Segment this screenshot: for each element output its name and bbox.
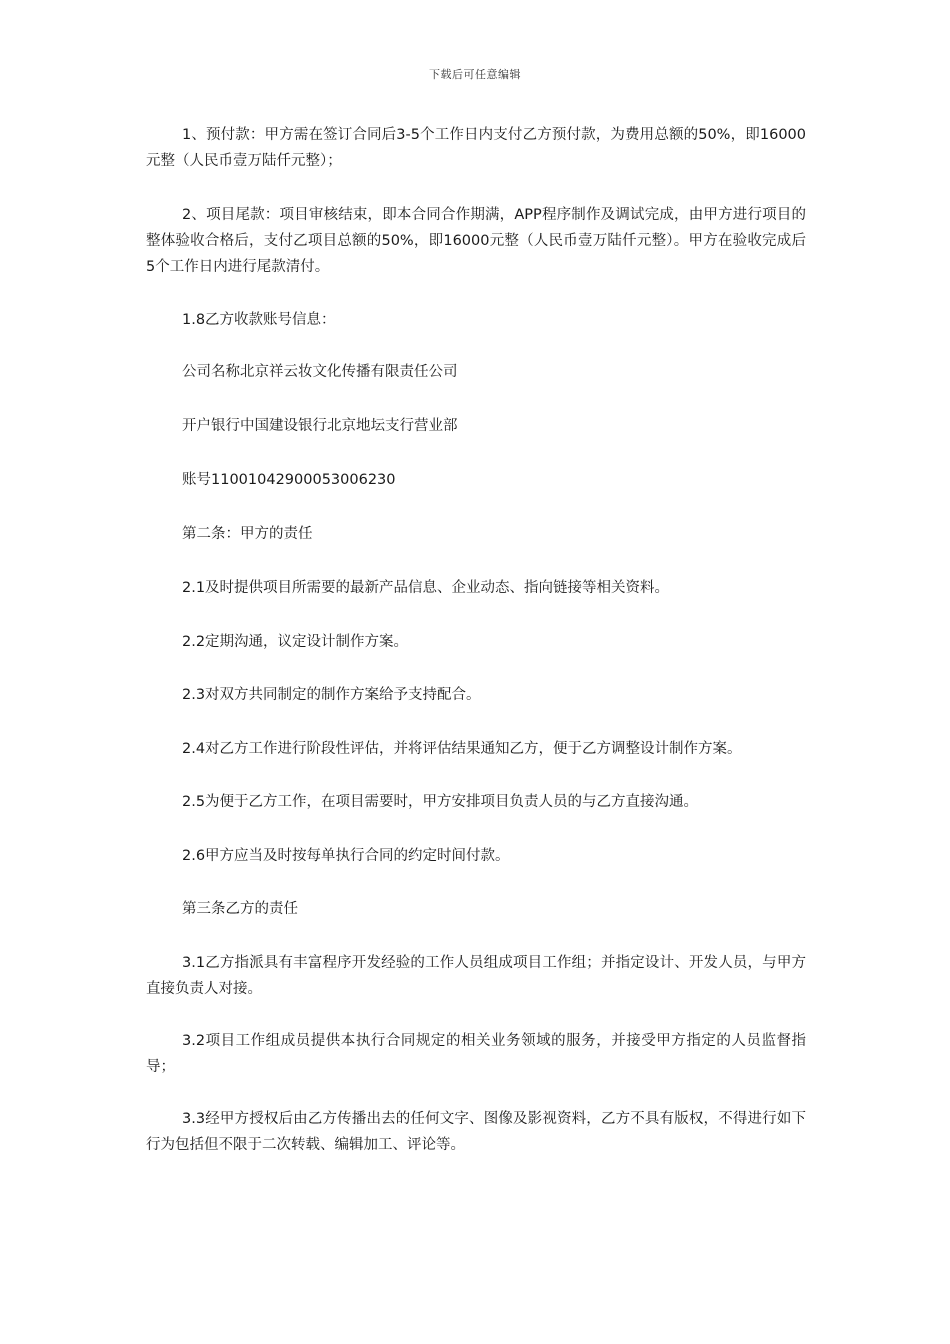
paragraph-account-number: 账号11001042900053006230	[182, 472, 396, 488]
paragraph-3-1: 3.1乙方指派具有丰富程序开发经验的工作人员组成项目工作组；并指定设计、开发人员，与甲方直接负责人对接。	[146, 955, 806, 997]
paragraph-2-6: 2.6甲方应当及时按每单执行合同的约定时间付款。	[182, 848, 510, 864]
paragraph-2-3: 2.3对双方共同制定的制作方案给予支持配合。	[182, 687, 481, 703]
paragraph-2-1: 2.1及时提供项目所需要的最新产品信息、企业动态、指向链接等相关资料。	[182, 580, 670, 596]
section-title-party-a: 第二条：甲方的责任	[182, 526, 313, 542]
paragraph-company-name: 公司名称北京祥云妆文化传播有限责任公司	[182, 364, 458, 380]
paragraph-3-3: 3.3经甲方授权后由乙方传播出去的任何文字、图像及影视资料，乙方不具有版权，不得进行如下行为包括但不限于二次转载、编辑加工、评论等。	[146, 1111, 806, 1153]
paragraph-bank-name: 开户银行中国建设银行北京地坛支行营业部	[182, 418, 458, 434]
paragraph-2-4: 2.4对乙方工作进行阶段性评估，并将评估结果通知乙方，便于乙方调整设计制作方案。	[182, 741, 742, 757]
page-header: 下载后可任意编辑	[429, 68, 521, 81]
paragraph-2-5: 2.5为便于乙方工作，在项目需要时，甲方安排项目负责人员的与乙方直接沟通。	[182, 794, 699, 810]
paragraph-final-payment: 2、项目尾款：项目审核结束，即本合同合作期满，APP程序制作及调试完成，由甲方进行项目的整体验收合格后，支付乙项目总额的50%，即16000元整（人民币壹万陆仟元整）。甲方在验收完成后5个工作日内进行尾款清付。	[146, 207, 806, 275]
paragraph-2-2: 2.2定期沟通，议定设计制作方案。	[182, 634, 409, 650]
paragraph-3-2: 3.2项目工作组成员提供本执行合同规定的相关业务领域的服务，并接受甲方指定的人员监督指导；	[146, 1033, 806, 1075]
paragraph-account-info-title: 1.8乙方收款账号信息：	[182, 312, 336, 328]
paragraph-prepayment: 1、预付款：甲方需在签订合同后3-5个工作日内支付乙方预付款，为费用总额的50%，即16000元整（人民币壹万陆仟元整）；	[146, 127, 806, 169]
section-title-party-b: 第三条乙方的责任	[182, 901, 298, 917]
